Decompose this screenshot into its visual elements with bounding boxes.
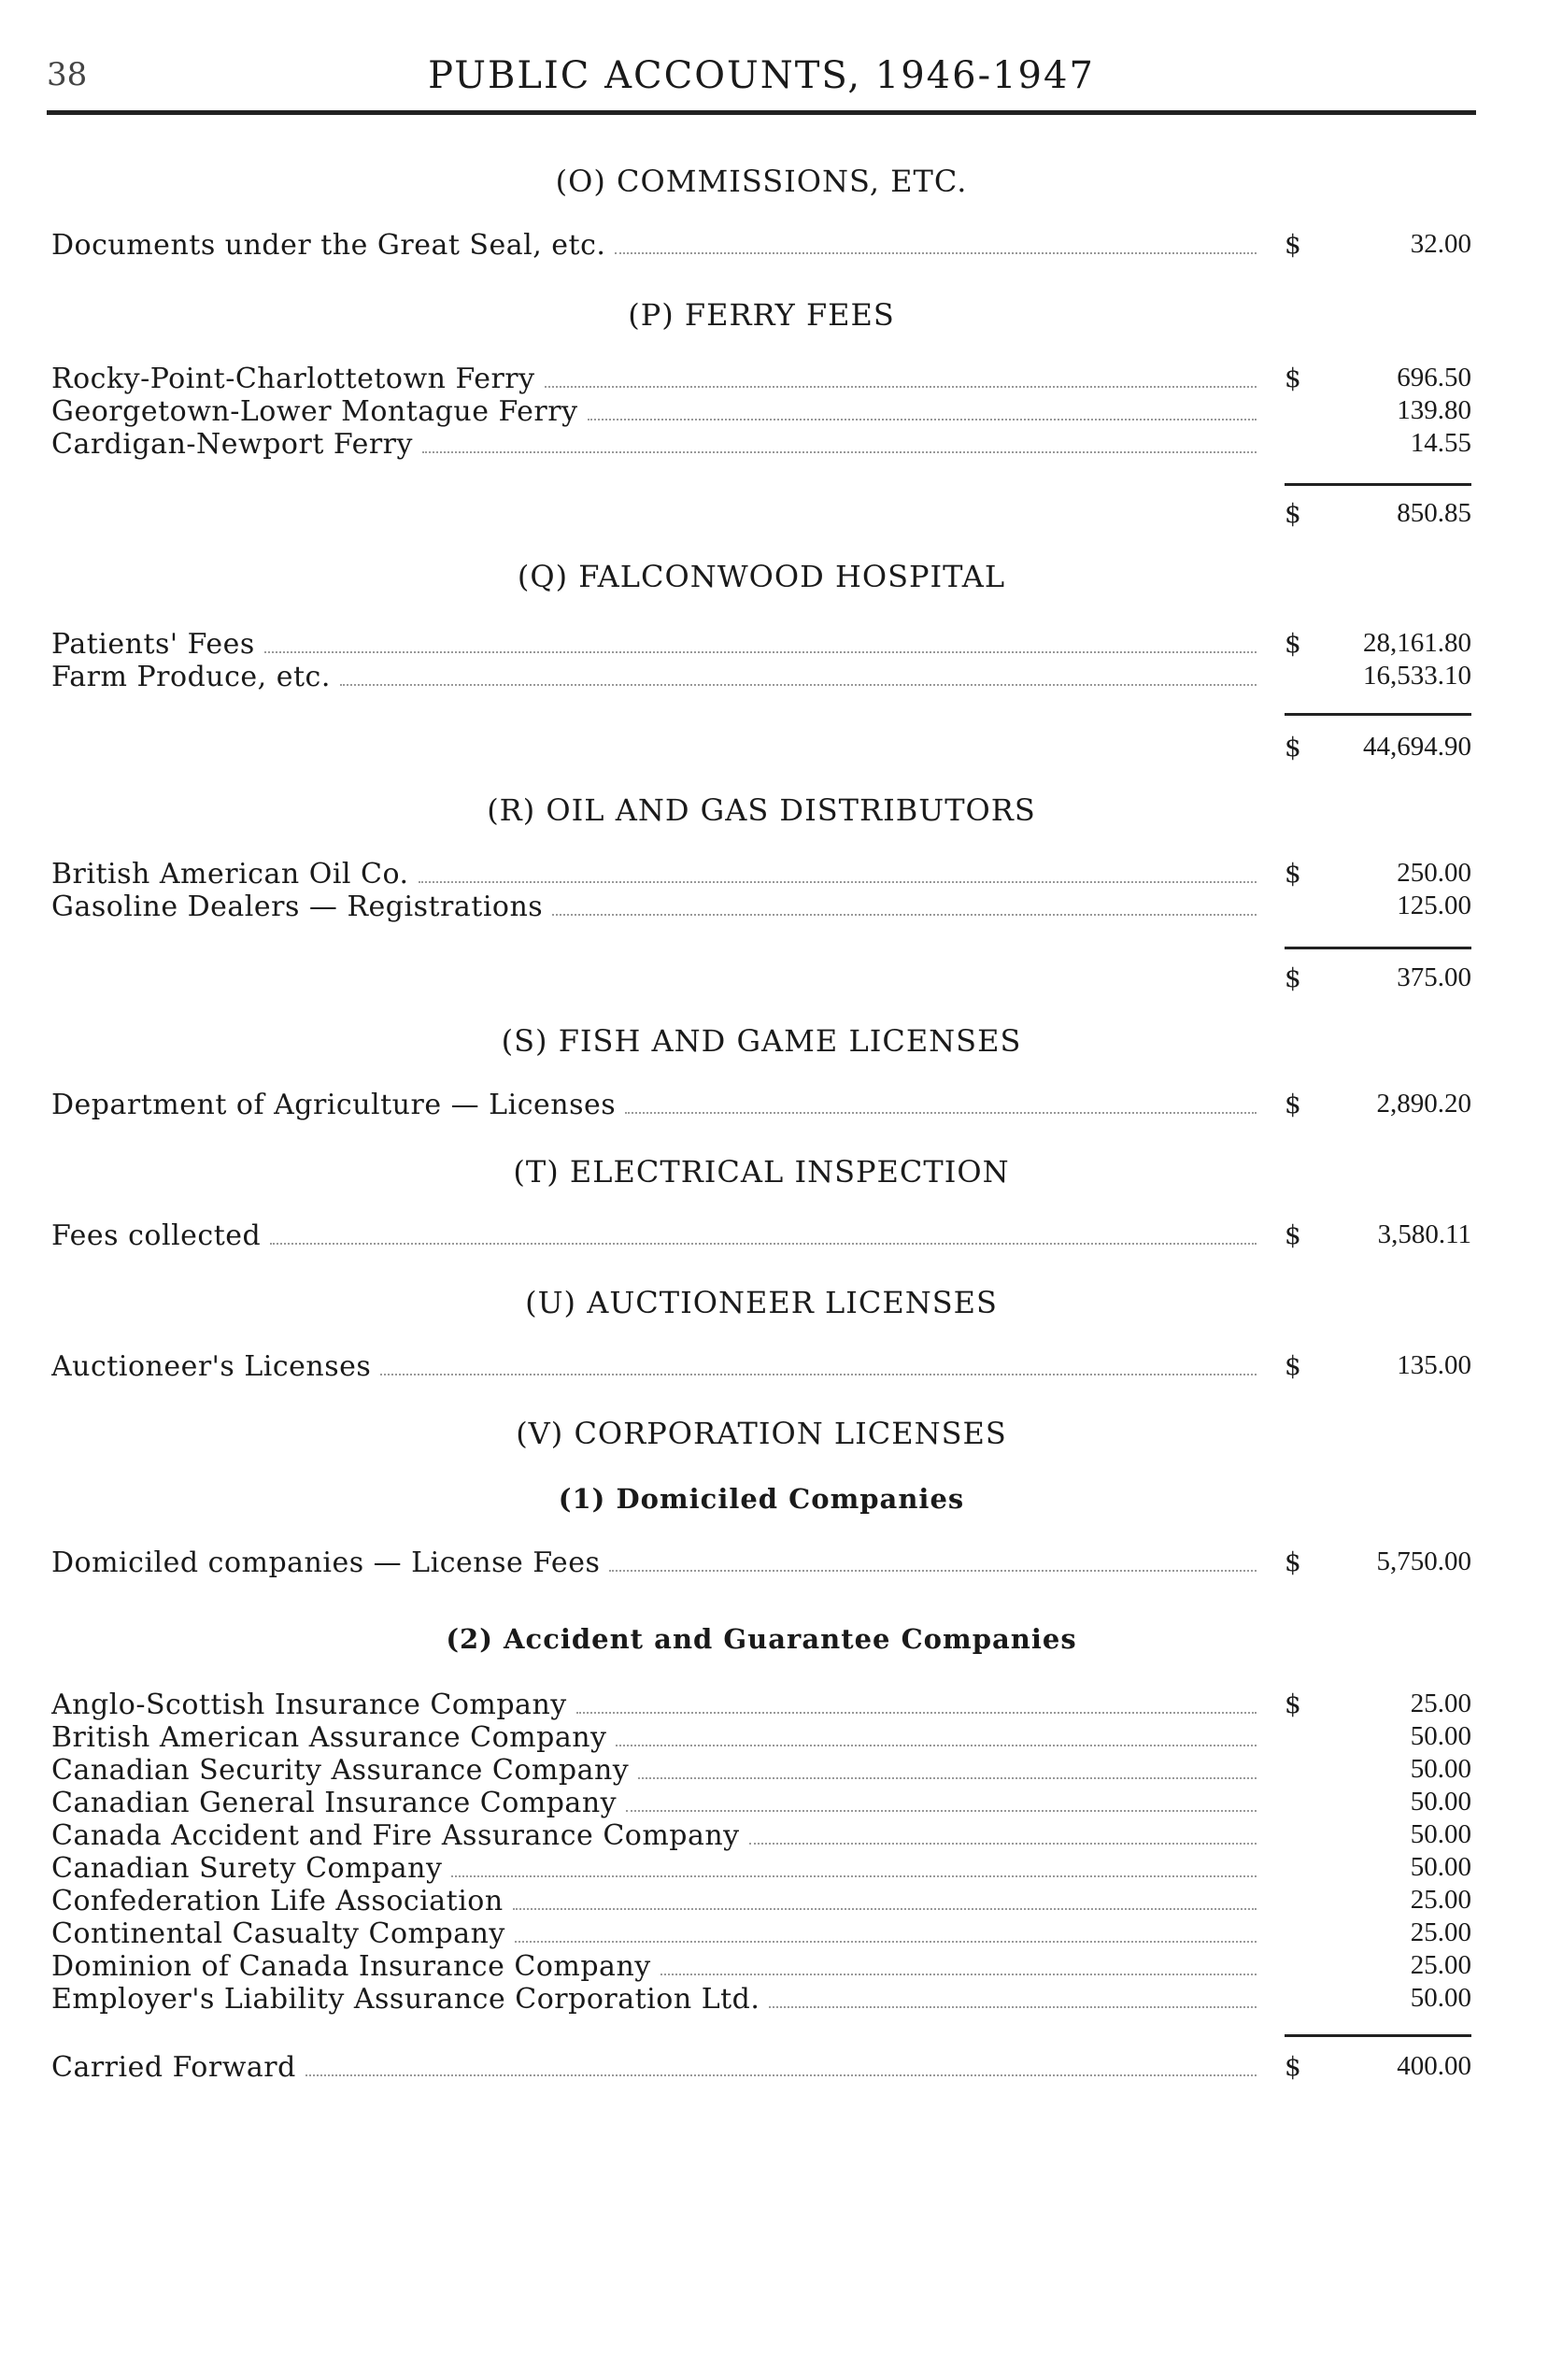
dot-leader xyxy=(660,1974,1257,1975)
dollar-sign: $ xyxy=(1285,2051,1301,2082)
dollar-sign: $ xyxy=(1285,229,1301,260)
dot-leader xyxy=(340,684,1257,686)
dot-leader xyxy=(305,2074,1257,2076)
dot-leader xyxy=(264,651,1257,653)
table-row xyxy=(51,858,1471,891)
dot-leader xyxy=(576,1712,1257,1714)
dot-leader xyxy=(422,451,1257,453)
row-label: Canadian General Insurance Company xyxy=(51,1787,618,1819)
table-row xyxy=(51,229,1471,263)
table-row xyxy=(51,661,1471,694)
table-row xyxy=(51,891,1471,924)
dollar-sign: $ xyxy=(1285,1689,1301,1719)
dot-leader xyxy=(769,2006,1257,2008)
table-row xyxy=(51,363,1471,396)
row-label: Canada Accident and Fire Assurance Company xyxy=(51,1819,740,1852)
row-amount: 2,890.20 xyxy=(1376,1089,1471,1119)
row-amount: 5,750.00 xyxy=(1376,1546,1471,1576)
row-amount: 696.50 xyxy=(1397,363,1471,392)
row-amount: 135.00 xyxy=(1397,1350,1471,1380)
row-label: Canadian Security Assurance Company xyxy=(51,1754,630,1787)
table-row xyxy=(51,1721,1471,1755)
row-label: Patients' Fees xyxy=(51,628,255,661)
section-heading-s: (S) FISH AND GAME LICENSES xyxy=(501,1023,1022,1059)
dot-leader xyxy=(588,419,1257,420)
section-heading-o: (O) COMMISSIONS, ETC. xyxy=(555,164,968,199)
table-row xyxy=(51,1917,1471,1951)
table-row xyxy=(51,1546,1471,1580)
row-amount: 250.00 xyxy=(1397,858,1471,888)
dollar-sign: $ xyxy=(1285,1546,1301,1577)
dollar-sign: $ xyxy=(1285,858,1301,889)
dot-leader xyxy=(513,1908,1257,1910)
dollar-sign: $ xyxy=(1285,628,1301,659)
row-amount: 25.00 xyxy=(1410,1689,1471,1718)
row-label: British American Oil Co. xyxy=(51,858,409,891)
total-rule xyxy=(1285,2034,1471,2037)
total-amount: 375.00 xyxy=(1397,962,1471,992)
table-row xyxy=(51,428,1471,462)
dot-leader xyxy=(625,1112,1257,1114)
total-rule xyxy=(1285,483,1471,486)
total-row xyxy=(51,498,1471,532)
dot-leader xyxy=(380,1374,1257,1375)
page-number: 38 xyxy=(47,56,88,93)
dot-leader xyxy=(615,252,1257,254)
section-heading-r: (R) OIL AND GAS DISTRIBUTORS xyxy=(487,792,1036,828)
dot-leader xyxy=(451,1875,1257,1877)
row-label: Fees collected xyxy=(51,1219,262,1252)
row-amount: 50.00 xyxy=(1410,1754,1471,1784)
row-label: Domiciled companies — License Fees xyxy=(51,1546,601,1579)
row-label: Confederation Life Association xyxy=(51,1885,504,1917)
subsection-heading-accident: (2) Accident and Guarantee Companies xyxy=(446,1623,1077,1655)
dollar-sign: $ xyxy=(1285,498,1301,529)
section-heading-t: (T) ELECTRICAL INSPECTION xyxy=(513,1154,1010,1190)
section-heading-p: (P) FERRY FEES xyxy=(628,297,895,333)
row-amount: 14.55 xyxy=(1410,428,1471,458)
dot-leader xyxy=(270,1243,1257,1245)
table-row xyxy=(51,1852,1471,1886)
row-amount: 50.00 xyxy=(1410,1852,1471,1882)
dollar-sign: $ xyxy=(1285,363,1301,393)
total-row xyxy=(51,962,1471,996)
dot-leader xyxy=(609,1570,1257,1572)
carried-forward-row xyxy=(51,2051,1471,2085)
row-label: Auctioneer's Licenses xyxy=(51,1350,372,1383)
dot-leader xyxy=(616,1745,1257,1746)
dot-leader xyxy=(545,386,1257,388)
subsection-heading-domiciled: (1) Domiciled Companies xyxy=(558,1483,965,1515)
table-row xyxy=(51,1983,1471,2017)
dot-leader xyxy=(419,881,1257,883)
row-label: Department of Agriculture — Licenses xyxy=(51,1089,617,1121)
section-heading-v: (V) CORPORATION LICENSES xyxy=(516,1416,1007,1451)
dollar-sign: $ xyxy=(1285,732,1301,762)
row-amount: 125.00 xyxy=(1397,891,1471,920)
section-heading-u: (U) AUCTIONEER LICENSES xyxy=(525,1285,998,1320)
table-row xyxy=(51,1754,1471,1788)
row-label: Carried Forward xyxy=(51,2051,296,2084)
row-label: Gasoline Dealers — Registrations xyxy=(51,891,544,923)
page-title: PUBLIC ACCOUNTS, 1946-1947 xyxy=(428,54,1095,97)
table-row xyxy=(51,628,1471,662)
row-amount: 50.00 xyxy=(1410,1819,1471,1849)
page-header xyxy=(47,49,1476,105)
row-label: British American Assurance Company xyxy=(51,1721,607,1754)
row-label: Rocky-Point-Charlottetown Ferry xyxy=(51,363,535,395)
row-amount: 25.00 xyxy=(1410,1917,1471,1947)
section-heading-q: (Q) FALCONWOOD HOSPITAL xyxy=(517,559,1006,594)
total-amount: 850.85 xyxy=(1397,498,1471,528)
dot-leader xyxy=(552,914,1257,916)
dot-leader xyxy=(638,1777,1257,1779)
row-label: Employer's Liability Assurance Corporation Ltd. xyxy=(51,1983,760,2016)
row-label: Dominion of Canada Insurance Company xyxy=(51,1950,651,1983)
row-amount: 28,161.80 xyxy=(1363,628,1471,658)
row-label: Continental Casualty Company xyxy=(51,1917,505,1950)
row-amount: 16,533.10 xyxy=(1363,661,1471,691)
row-label: Anglo-Scottish Insurance Company xyxy=(51,1689,567,1721)
row-amount: 3,580.11 xyxy=(1377,1219,1471,1249)
total-row xyxy=(51,732,1471,765)
row-amount: 32.00 xyxy=(1410,229,1471,259)
row-label: Canadian Surety Company xyxy=(51,1852,443,1885)
dot-leader xyxy=(626,1810,1257,1812)
total-rule xyxy=(1285,947,1471,949)
dollar-sign: $ xyxy=(1285,962,1301,993)
table-row xyxy=(51,1885,1471,1918)
table-row xyxy=(51,1950,1471,1984)
row-amount: 25.00 xyxy=(1410,1885,1471,1915)
row-label: Georgetown-Lower Montague Ferry xyxy=(51,395,578,428)
carried-forward-amount: 400.00 xyxy=(1397,2051,1471,2081)
table-row xyxy=(51,1350,1471,1384)
table-row xyxy=(51,1089,1471,1122)
header-rule xyxy=(47,110,1476,115)
dollar-sign: $ xyxy=(1285,1219,1301,1250)
dot-leader xyxy=(515,1941,1257,1943)
row-amount: 50.00 xyxy=(1410,1721,1471,1751)
total-rule xyxy=(1285,713,1471,716)
row-amount: 50.00 xyxy=(1410,1787,1471,1817)
row-amount: 25.00 xyxy=(1410,1950,1471,1980)
table-row xyxy=(51,1219,1471,1253)
row-label: Documents under the Great Seal, etc. xyxy=(51,229,606,262)
row-amount: 50.00 xyxy=(1410,1983,1471,2013)
table-row xyxy=(51,395,1471,429)
table-row xyxy=(51,1689,1471,1722)
row-amount: 139.80 xyxy=(1397,395,1471,425)
table-row xyxy=(51,1819,1471,1853)
dot-leader xyxy=(749,1843,1257,1845)
dollar-sign: $ xyxy=(1285,1350,1301,1381)
row-label: Farm Produce, etc. xyxy=(51,661,331,693)
row-label: Cardigan-Newport Ferry xyxy=(51,428,413,461)
table-row xyxy=(51,1787,1471,1820)
dollar-sign: $ xyxy=(1285,1089,1301,1119)
total-amount: 44,694.90 xyxy=(1363,732,1471,762)
